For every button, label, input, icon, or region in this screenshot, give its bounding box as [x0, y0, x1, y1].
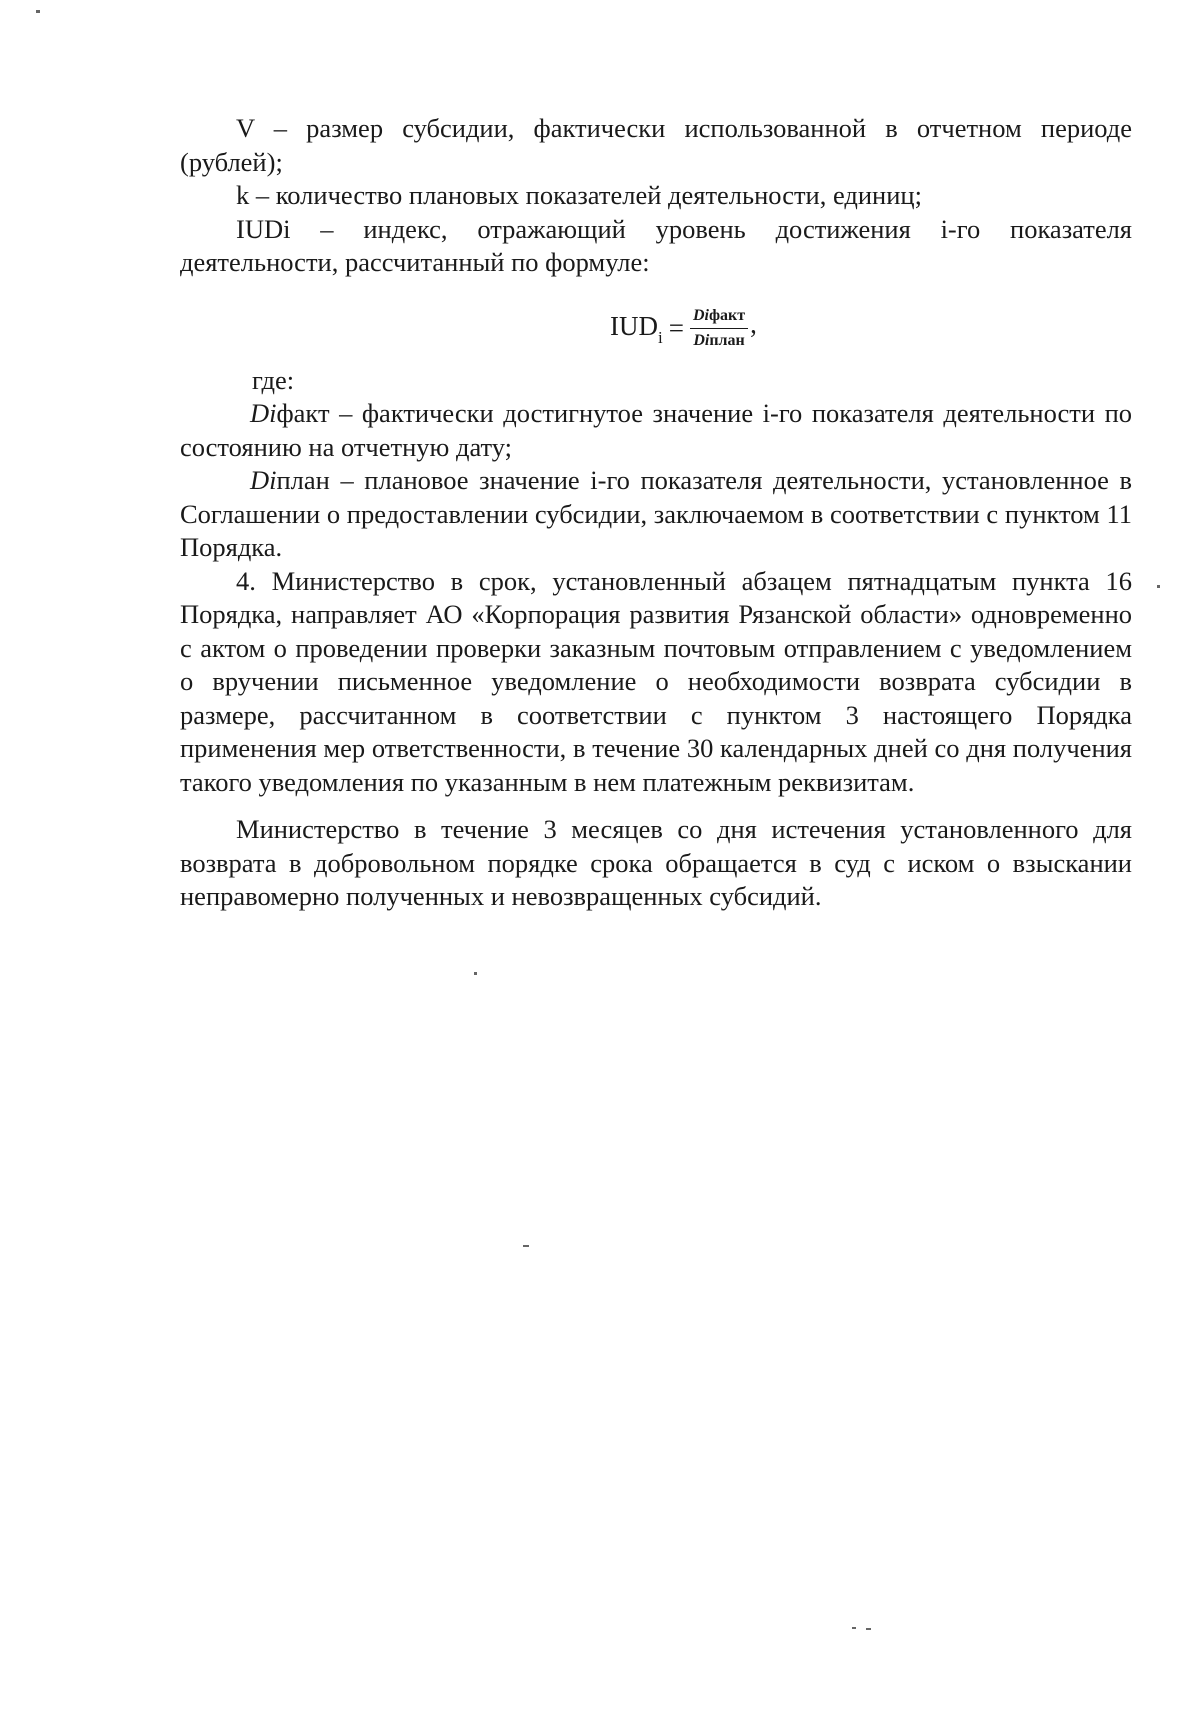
formula-lhs: $IUD_i$: [610, 311, 663, 348]
paragraph-iudi-definition: IUDi – индекс, отражающий уровень достижения i-го показателя деятельности, рассчитанный по формуле:: [180, 213, 1132, 277]
paragraph-gap: [180, 799, 1132, 813]
definition-difakt: Diфакт – фактически достигнутое значение i-го показателя деятельности по состоянию на отчетную дату;: [180, 398, 1133, 462]
paragraph-final: Министерство в течение 3 месяцев со дня истечения установленного для возврата в добровольном порядке срока обращается в суд с иском о взыскании неправомерно полученных и невозвращенных субсидий.: [180, 814, 1132, 911]
scan-speck: [523, 1245, 529, 1247]
definition-diplan: Diплан – плановое значение i-го показателя деятельности, установленное в Соглашении о предоставлении субсидии, заключаемом в соответствии с пунктом 11 Порядка.: [180, 465, 1133, 562]
formula-iudi: [180, 298, 1132, 360]
where-label: где:: [252, 364, 295, 395]
scan-speck: [866, 1628, 871, 1630]
paragraph-point-4: 4. Министерство в срок, установленный абзацем пятнадцатым пункта 16 Порядка, направляет АО «Корпорация развития Рязанской области» одновременно с актом о проведении проверки заказным почтовым отправлением с уведомлением о вручении письменное уведомление о необходимости возврата субсидии в размере, рассчитанном в соответствии с пунктом 3 настоящего Порядка применения мер ответственности, в течение 30 календарных дней со дня получения такого уведомления по указанным в нем платежным реквизитам.: [180, 565, 1132, 797]
formula-equals: =: [668, 312, 684, 343]
formula-numerator: Diфакт: [690, 306, 748, 329]
formula-lhs-subscript: i: [658, 328, 663, 348]
scan-speck: [474, 972, 477, 975]
scan-speck: [852, 1627, 856, 1629]
formula-comma: ,: [750, 308, 757, 339]
formula-denominator: Diплан: [693, 332, 745, 349]
scan-speck: [1157, 585, 1160, 588]
scan-speck: [36, 10, 40, 13]
formula-fraction: [690, 306, 748, 351]
document-page: [180, 112, 1132, 914]
paragraph-k-definition: k – количество плановых показателей деятельности, единиц;: [236, 180, 922, 210]
paragraph-v-definition: V – размер субсидии, фактически использованной в отчетном периоде (рублей);: [180, 113, 1132, 177]
